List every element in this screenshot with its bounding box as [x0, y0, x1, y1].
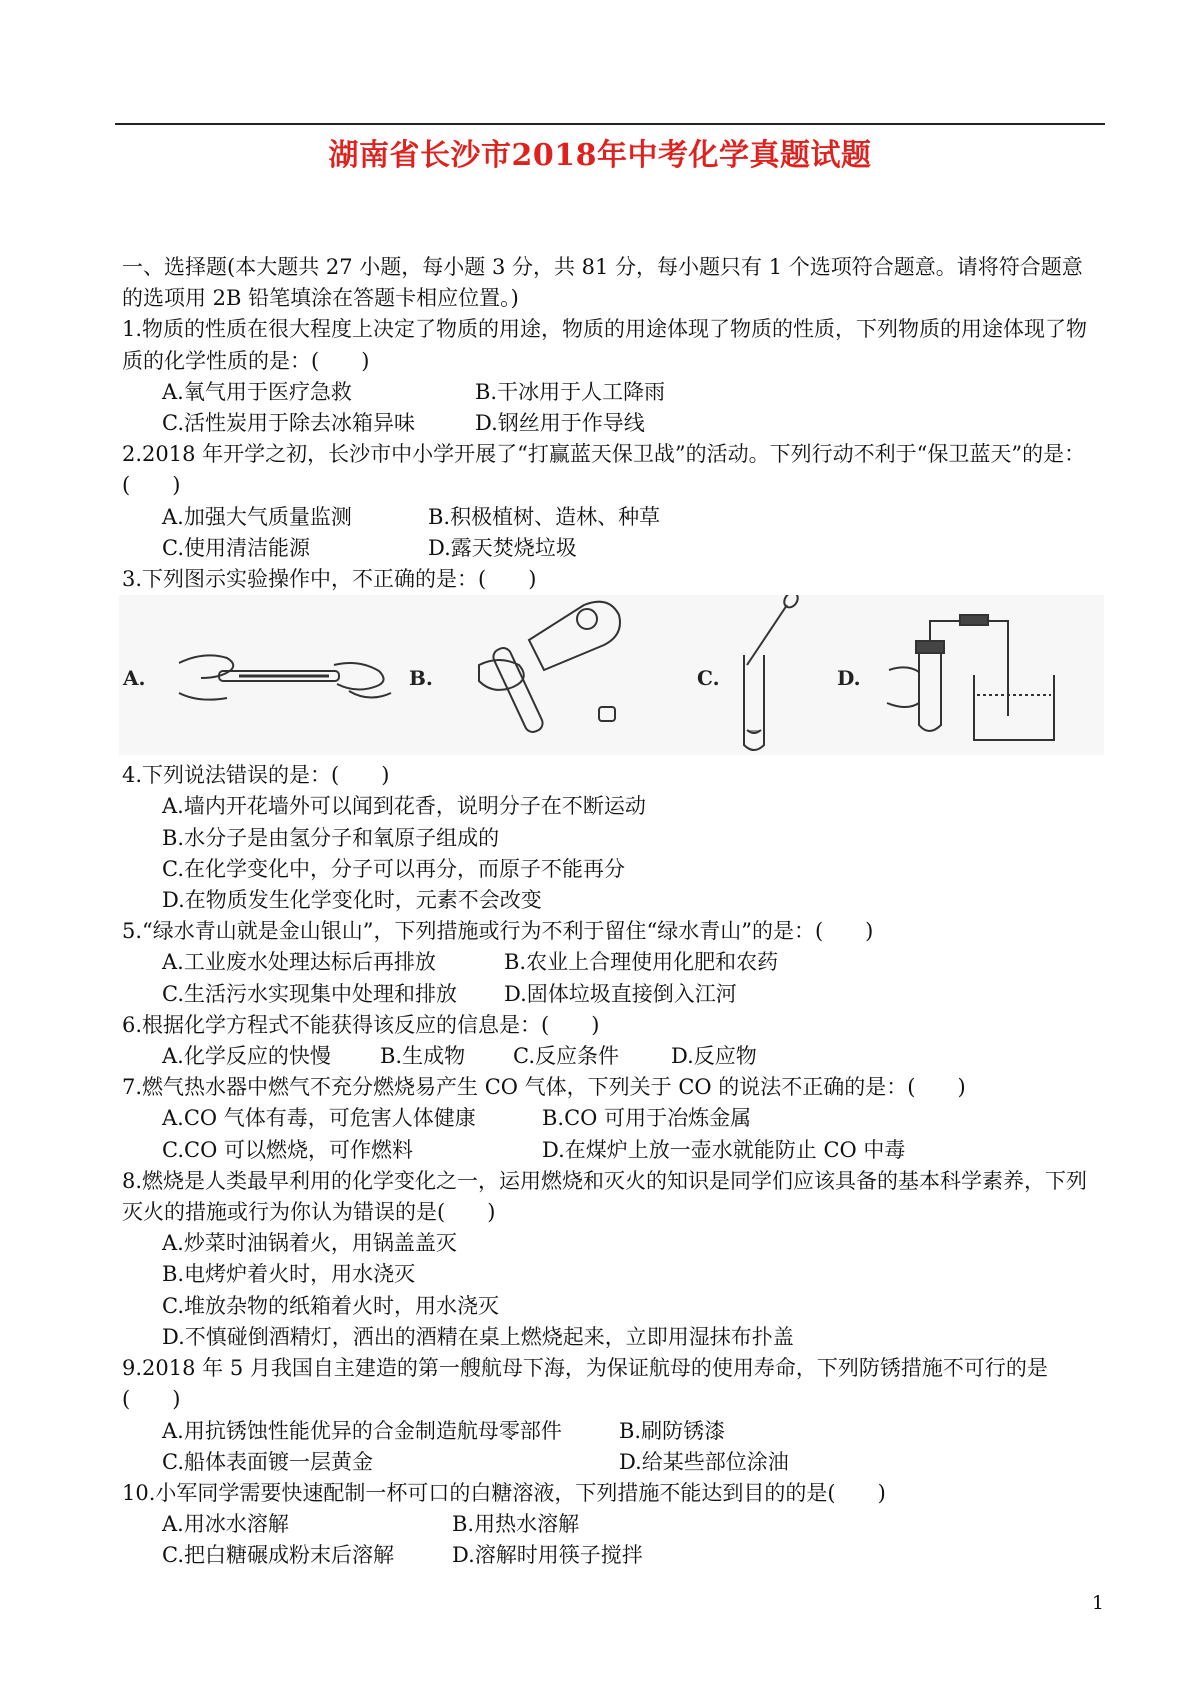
question-8-stem: 8.燃烧是人类最早利用的化学变化之一，运用燃烧和灭火的知识是同学们应该具备的基本科学素养，下列灭火的措施或行为你认为错误的是( )	[122, 1168, 1088, 1225]
q7-option-d[interactable]: D.在煤炉上放一壶水就能防止 CO 中毒	[542, 1137, 906, 1162]
lab-operations-figure	[119, 595, 1104, 755]
question-2-stem: 2.2018 年开学之初，长沙市中小学开展了“打赢蓝天保卫战”的活动。下列行动不利于“保卫蓝天”的是：( )	[122, 442, 1086, 498]
page-title: 湖南省长沙市2018年中考化学真题试题	[328, 138, 872, 173]
question-9-stem: 9.2018 年 5 月我国自主建造的第一艘航母下海，为保证航母的使用寿命，下列防锈措施不可行的是( )	[122, 1356, 1048, 1412]
q6-option-a[interactable]: A.化学反应的快慢	[162, 1044, 331, 1069]
q10-option-a[interactable]: A.用冰水溶解	[162, 1512, 289, 1537]
figure-label-b: B.	[409, 666, 433, 691]
exam-body	[122, 252, 1102, 1572]
q8-option-b[interactable]: B.电烤炉着火时，用水浇灭	[162, 1262, 416, 1287]
q4-option-b[interactable]: B.水分子是由氢分子和氧原子组成的	[162, 825, 500, 850]
question-3-figure	[119, 595, 1104, 760]
q6-option-b[interactable]: B.生成物	[380, 1044, 466, 1069]
q10-option-c[interactable]: C.把白糖碾成粉末后溶解	[162, 1543, 394, 1568]
question-5-stem: 5.“绿水青山就是金山银山”，下列措施或行为不利于留住“绿水青山”的是：( )	[122, 919, 874, 944]
figure-label-d: D.	[837, 666, 861, 691]
question-1-stem: 1.物质的性质在很大程度上决定了物质的用途，物质的用途体现了物质的性质，下列物质的用途体现了物质的化学性质的是：( )	[122, 317, 1088, 373]
q5-option-b[interactable]: B.农业上合理使用化肥和农药	[504, 950, 779, 975]
q9-option-c[interactable]: C.船体表面镀一层黄金	[162, 1449, 373, 1474]
q8-option-a[interactable]: A.炒菜时油锅着火，用锅盖盖灭	[162, 1231, 457, 1256]
q1-option-b[interactable]: B.干冰用于人工降雨	[475, 379, 666, 404]
q9-option-a[interactable]: A.用抗锈蚀性能优异的合金制造航母零部件	[162, 1418, 562, 1443]
q8-option-d[interactable]: D.不慎碰倒酒精灯，洒出的酒精在桌上燃烧起来，立即用湿抹布扑盖	[162, 1324, 794, 1349]
q10-option-d[interactable]: D.溶解时用筷子搅拌	[452, 1543, 643, 1568]
q2-option-d[interactable]: D.露天焚烧垃圾	[428, 535, 577, 560]
q5-option-d[interactable]: D.固体垃圾直接倒入江河	[504, 981, 737, 1006]
q9-option-b[interactable]: B.刷防锈漆	[619, 1418, 726, 1443]
q1-option-c[interactable]: C.活性炭用于除去冰箱异味	[162, 411, 415, 436]
page-number: 1	[1091, 1592, 1104, 1614]
figure-label-a: A.	[123, 666, 146, 691]
q4-option-c[interactable]: C.在化学变化中，分子可以再分，而原子不能再分	[162, 856, 625, 881]
question-7-stem: 7.燃气热水器中燃气不充分燃烧易产生 CO 气体，下列关于 CO 的说法不正确的是：( )	[122, 1075, 966, 1100]
q10-option-b[interactable]: B.用热水溶解	[452, 1512, 580, 1537]
q7-option-a[interactable]: A.CO 气体有毒，可危害人体健康	[162, 1106, 476, 1131]
question-4-stem: 4.下列说法错误的是：( )	[122, 763, 390, 788]
question-10-stem: 10.小军同学需要快速配制一杯可口的白糖溶液，下列措施不能达到目的的是( )	[122, 1480, 886, 1505]
q4-option-a[interactable]: A.墙内开花墙外可以闻到花香，说明分子在不断运动	[162, 794, 646, 819]
question-6-stem: 6.根据化学方程式不能获得该反应的信息是：( )	[122, 1012, 600, 1037]
q7-option-b[interactable]: B.CO 可用于冶炼金属	[542, 1106, 752, 1131]
q6-option-c[interactable]: C.反应条件	[513, 1044, 619, 1069]
q5-option-c[interactable]: C.生活污水实现集中处理和排放	[162, 981, 457, 1006]
q6-option-d[interactable]: D.反应物	[671, 1044, 757, 1069]
q7-option-c[interactable]: C.CO 可以燃烧，可作燃料	[162, 1137, 413, 1162]
q1-option-d[interactable]: D.钢丝用于作导线	[475, 411, 645, 436]
header-rule	[115, 123, 1105, 125]
q2-option-b[interactable]: B.积极植树、造林、种草	[428, 504, 661, 529]
q5-option-a[interactable]: A.工业废水处理达标后再排放	[162, 950, 436, 975]
q8-option-c[interactable]: C.堆放杂物的纸箱着火时，用水浇灭	[162, 1293, 499, 1318]
figure-label-c: C.	[697, 666, 720, 691]
q4-option-d[interactable]: D.在物质发生化学变化时，元素不会改变	[162, 888, 542, 913]
q9-option-d[interactable]: D.给某些部位涂油	[619, 1449, 789, 1474]
q1-option-a[interactable]: A.氧气用于医疗急救	[162, 379, 352, 404]
section-intro: 一、选择题(本大题共 27 小题，每小题 3 分，共 81 分，每小题只有 1 个选项符合题意。请将符合题意的选项用 2B 铅笔填涂在答题卡相应位置。)	[122, 255, 1083, 311]
question-3-stem: 3.下列图示实验操作中，不正确的是：( )	[122, 567, 537, 592]
q2-option-a[interactable]: A.加强大气质量监测	[162, 504, 352, 529]
q2-option-c[interactable]: C.使用清洁能源	[162, 535, 310, 560]
